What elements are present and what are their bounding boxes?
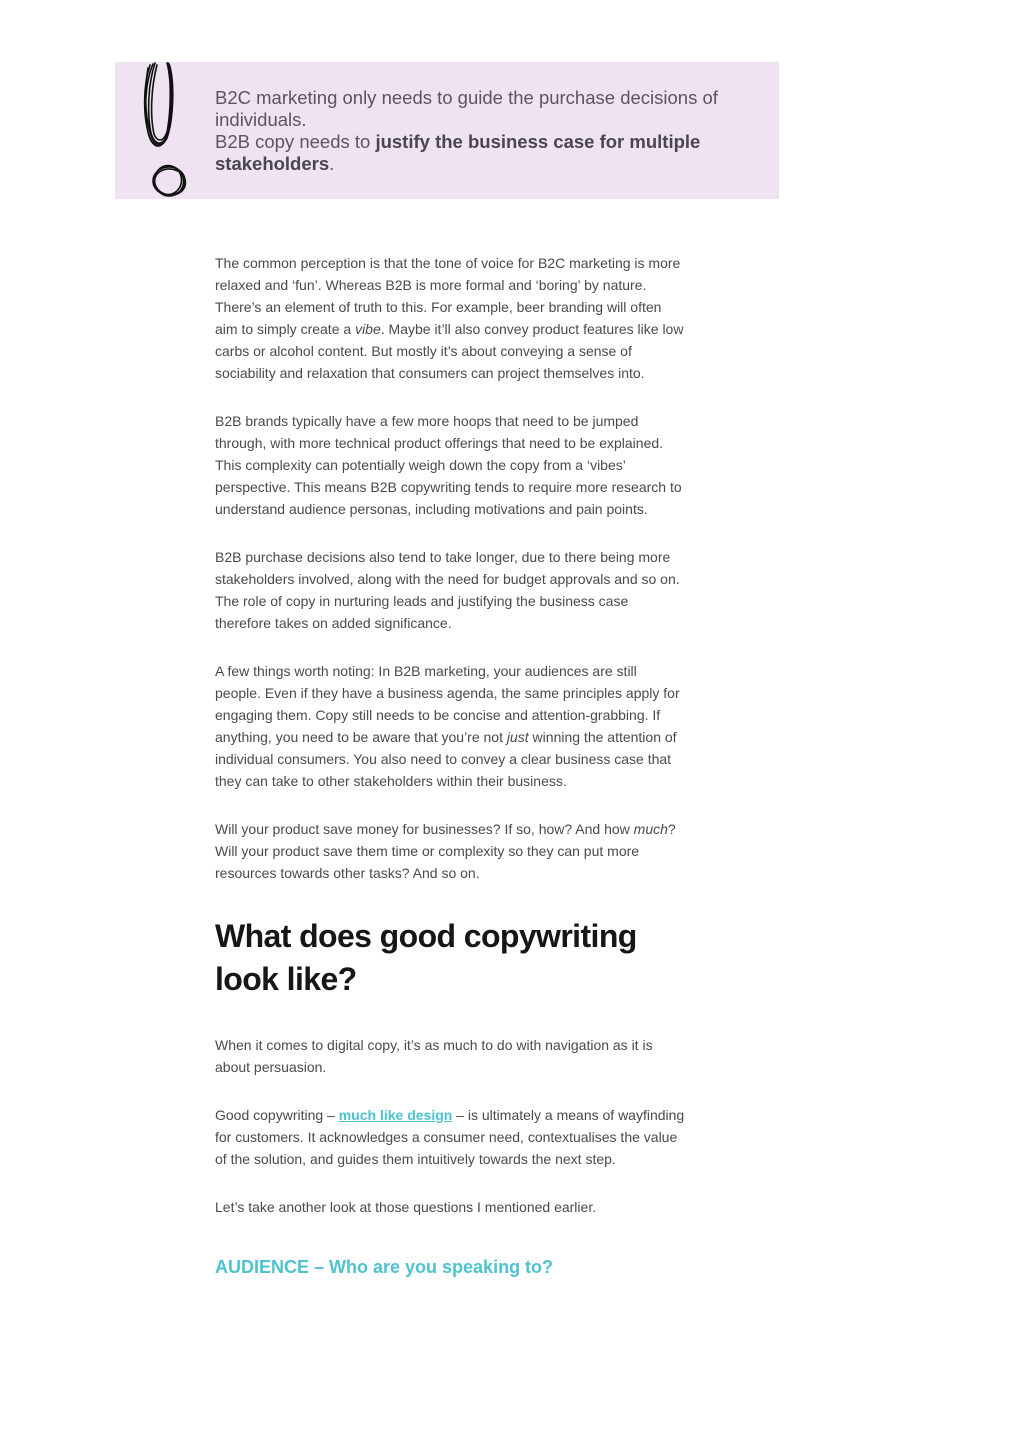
paragraph-text: . Maybe it’ll also convey product features like low carbs or alcohol content. But mostly it’s about conveying a sense of sociability and relaxation that consumers can project themselves into. <box>215 321 684 381</box>
callout-line-2-prefix: B2B copy needs to <box>215 131 376 152</box>
paragraph-text: A few things worth noting: In B2B marketing, your audiences are still people. Even if they have a business agenda, the same principles apply for engaging them. Copy still needs to be concise and attention-grabbing. If anything, you need to be aware that you’re not <box>215 663 680 745</box>
emphasis-text: vibe <box>355 321 381 337</box>
paragraph-text: ? Will your product save them time or complexity so they can put more resources towards other tasks? And so on. <box>215 821 676 881</box>
emphasis-text: just <box>506 729 529 745</box>
paragraph-save-money <box>215 818 685 884</box>
article-body <box>215 252 685 1280</box>
paragraph-text: The common perception is that the tone of voice for B2C marketing is more relaxed and ‘fun’. Whereas B2B is more formal and ‘boring’ by nature. There’s an element of truth to this. For example, beer branding will often aim to simply create a <box>215 255 681 337</box>
paragraph-text: winning the attention of individual consumers. You also need to convey a clear business case that they can take to other stakeholders within their business. <box>215 729 677 789</box>
paragraph-purchase-decisions: B2B purchase decisions also tend to take longer, due to there being more stakeholders involved, along with the need for budget approvals and so on. The role of copy in nurturing leads and justifying the business case therefore takes on added significance. <box>215 549 680 631</box>
exclamation-scribble-icon <box>139 62 191 199</box>
paragraph-worth-noting <box>215 660 685 792</box>
callout-quote <box>215 87 755 175</box>
paragraph-tone-of-voice <box>215 252 685 384</box>
pull-quote-callout <box>115 62 779 199</box>
paragraph-text: Will your product save money for businesses? If so, how? And how <box>215 821 634 837</box>
emphasis-text: much <box>633 821 668 837</box>
callout-line-2-emphasis: justify the business case for multiple stakeholders <box>215 131 701 174</box>
paragraph-b2b-complexity: B2B brands typically have a few more hoops that need to be jumped through, with more technical product offerings that need to be explained. This complexity can potentially weigh down the copy from a ‘vibes’ perspective. This means B2B copywriting tends to require more research to understand audience personas, including motivations and pain points. <box>215 413 682 517</box>
paragraph-another-look: Let’s take another look at those questions I mentioned earlier. <box>215 1199 597 1215</box>
section-heading: What does good copywriting look like? <box>215 918 637 997</box>
paragraph-good-copywriting <box>215 1104 685 1170</box>
paragraph-text: Good copywriting – <box>215 1107 339 1123</box>
much-like-design-link[interactable]: much like design <box>338 1107 453 1123</box>
audience-subheading: AUDIENCE – Who are you speaking to? <box>215 1257 554 1277</box>
callout-line-1: B2C marketing only needs to guide the purchase decisions of individuals. <box>215 87 718 130</box>
paragraph-digital-copy: When it comes to digital copy, it’s as much to do with navigation as it is about persuasion. <box>215 1037 653 1075</box>
paragraph-text: – is ultimately a means of wayfinding for customers. It acknowledges a consumer need, contextualises the value of the solution, and guides them intuitively towards the next step. <box>215 1107 685 1167</box>
callout-line-2-suffix: . <box>329 153 335 174</box>
